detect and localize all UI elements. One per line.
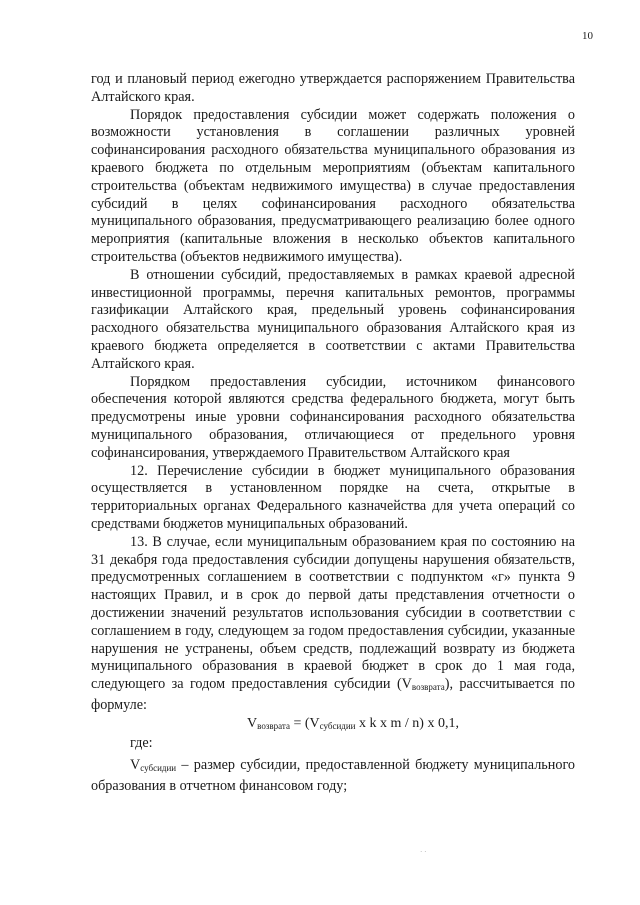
definition [91, 757, 575, 796]
formula-lhs-subscript: возврата [257, 720, 290, 731]
paragraph: Порядком предоставления субсидии, источником финансового обеспечения которой являются средства федерального бюджета, могут быть предусмотрены иные уровни софинансирования расходного обязательства муниципального образования, отличающиеся от предельного уровня софинансирования, утверждаемого Правительством Алтайского края [91, 373, 575, 461]
scan-artifact: · · [420, 848, 427, 856]
paragraph-13-text: 13. В случае, если муниципальным образованием края по состоянию на 31 декабря года предоставления субсидии допущены нарушения обязательств, предусмотренных соглашением в соответствии с подпунктом «г» пункта 9 настоящих Правил, и в срок до первой даты представления отчетности о достижении значений результатов использования субсидии в соответствии с соглашением в году, следующем за годом предоставления субсидии, указанные нарушения не устранены, объем средств, подлежащий возврату из бюджета муниципального образования в краевой бюджет в срок до 1 мая года, следующего за годом предоставления субсидии (V [91, 533, 575, 693]
paragraph: В отношении субсидий, предоставляемых в рамках краевой адресной инвестиционной программы, перечня капитальных ремонтов, программы газификации Алтайского края, предельный уровень софинансирования расходного обязательства муниципального образования Алтайского края из краевого бюджета определяется в соответствии с актами Правительства Алтайского края. [91, 266, 575, 372]
formula [91, 715, 575, 736]
paragraph: 12. Перечисление субсидии в бюджет муниципального образования осуществляется в установленном порядке на счета, открытые в территориальных органах Федерального казначейства для учета операций со средствами бюджетов муниципальных образований. [91, 462, 575, 532]
definition-symbol: V [130, 757, 141, 774]
page-number: 10 [582, 30, 593, 42]
document-body [91, 71, 575, 796]
paragraph-13-tail: ), рассчитывается по формуле: [91, 676, 575, 713]
paragraph-13 [91, 534, 575, 715]
definition-subscript: субсидии [140, 763, 177, 774]
where-label: где: [130, 735, 153, 752]
definition-text: – размер субсидии, предоставленной бюджету муниципального образования в отчетном финансовом году; [91, 757, 575, 795]
formula-eq-open: = (V [289, 715, 320, 731]
subscript: возврата [411, 682, 445, 693]
formula-rhs-tail: x k x m / n) x 0,1, [355, 715, 459, 731]
formula-rhs-subscript: субсидии [319, 720, 356, 731]
paragraph: год и плановый период ежегодно утверждается распоряжением Правительства Алтайского края. [91, 71, 575, 105]
formula-lhs-symbol: V [247, 715, 258, 731]
paragraph: Порядок предоставления субсидии может содержать положения о возможности установления в соглашении различных уровней софинансирования расходного обязательства муниципального образования из краевого бюджета по отдельным мероприятиям (объектам капитального строительства (объектам недвижимого имущества) в случае предоставления субсидий в целях софинансирования расходного обязательства муниципального образования, предусматривающего реализацию более одного мероприятия (капитальные вложения в несколько объектов капитального строительства (объектов недвижимого имущества). [91, 106, 575, 265]
